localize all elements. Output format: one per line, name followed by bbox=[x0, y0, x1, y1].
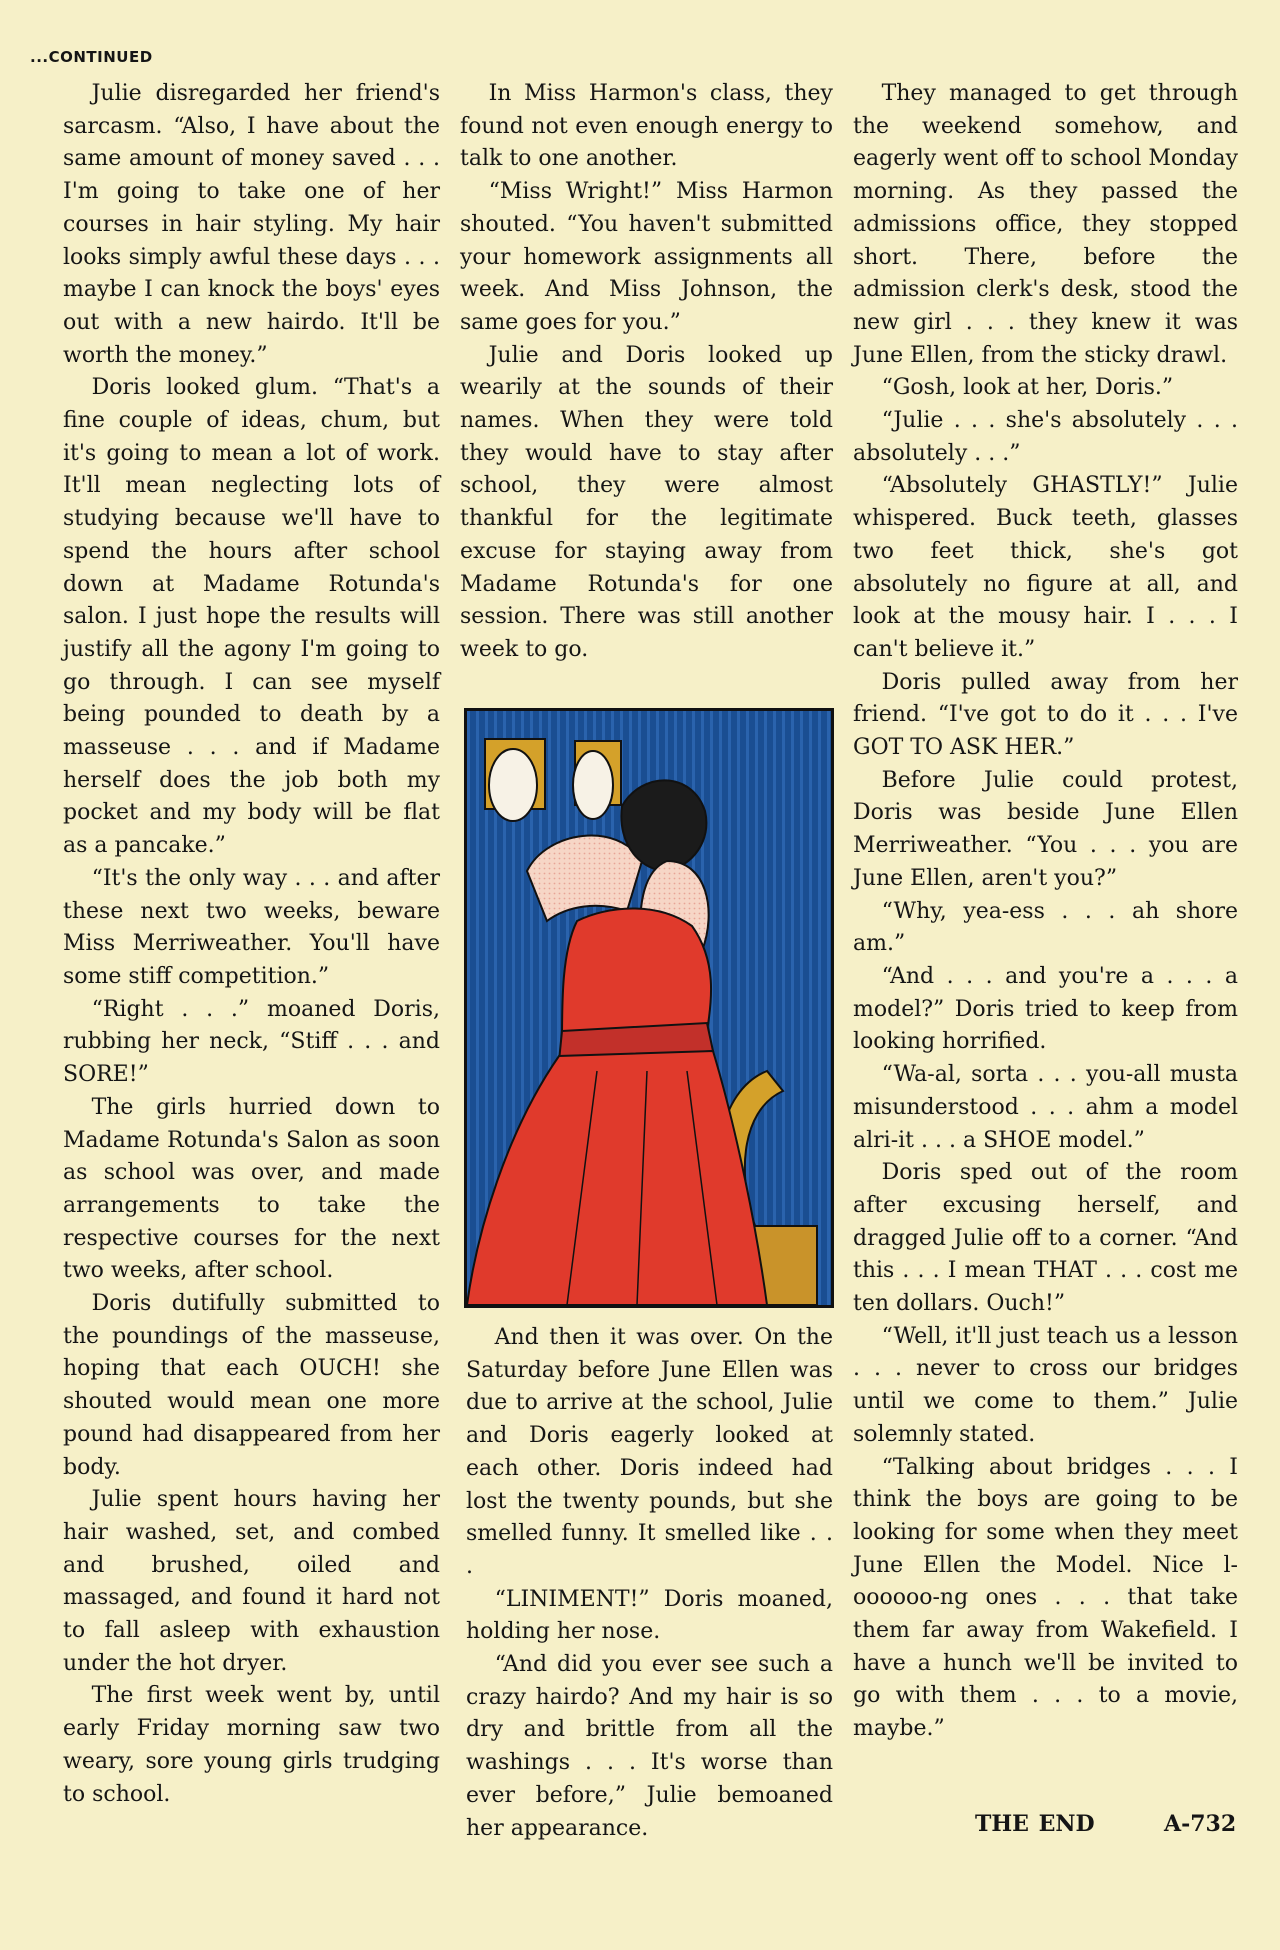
text-column-2 bbox=[460, 78, 833, 667]
text-column-2-bottom bbox=[466, 1322, 833, 1845]
paragraph: “Absolutely GHASTLY!” Julie whispered. Buck teeth, glasses two feet thick, she's got absolutely no figure at all, and look at the mousy hair. I . . . I can't believe it.” bbox=[853, 473, 1238, 662]
paragraph: “Miss Wright!” Miss Harmon shouted. “You haven't submitted your homework assignments all week. And Miss Johnson, the same goes for you.” bbox=[460, 179, 833, 335]
paragraph: “Well, it'll just teach us a lesson . . . never to cross our bridges until we come to them.” Julie solemnly stated. bbox=[853, 1323, 1238, 1447]
paragraph: “And . . . and you're a . . . a model?” Doris tried to keep from looking horrified. bbox=[853, 963, 1238, 1055]
paragraph: In Miss Harmon's class, they found not even enough energy to talk to one another. bbox=[460, 81, 833, 172]
paragraph: Julie and Doris looked up wearily at the sounds of their names. When they were told they would have to stay after school, they were almost thankful for the legitimate excuse for staying away from Madame Rotunda's for one session. There was still another week to go. bbox=[460, 342, 833, 662]
paragraph: “LINIMENT!” Doris moaned, holding her nose. bbox=[466, 1586, 833, 1645]
paragraph: Doris pulled away from her friend. “I've got to do it . . . I've GOT TO ASK HER.” bbox=[853, 669, 1238, 761]
paragraph: “Julie . . . she's absolutely . . . absolutely . . .” bbox=[853, 408, 1238, 466]
paragraph: “Gosh, look at her, Doris.” bbox=[881, 375, 1174, 401]
paragraph: The first week went by, until early Friday morning saw two weary, sore young girls trudging to school. bbox=[63, 1683, 440, 1807]
paragraph: Julie spent hours having her hair washed, set, and combed and brushed, oiled and massaged, and found it hard not to fall asleep with exhaustion under the hot dryer. bbox=[63, 1487, 440, 1676]
paragraph: The girls hurried down to Madame Rotunda's Salon as soon as school was over, and made arrangements to take the respective courses for the next two weeks, after school. bbox=[63, 1094, 440, 1284]
paragraph: Doris sped out of the room after excusing herself, and dragged Julie off to a corner. “And this . . . I mean THAT . . . cost me ten dollars. Ouch!” bbox=[853, 1160, 1238, 1317]
story-code: A-732 bbox=[1164, 1811, 1237, 1837]
continued-label: ...CONTINUED bbox=[30, 48, 153, 66]
the-end-label: THE END bbox=[975, 1811, 1095, 1837]
text-column-3 bbox=[853, 78, 1238, 1746]
wall-mirror-left bbox=[485, 739, 545, 821]
woman-at-mirror-illustration bbox=[467, 711, 831, 1305]
paragraph: Before Julie could protest, Doris was beside June Ellen Merriweather. “You . . . you are June Ellen, aren't you?” bbox=[853, 767, 1238, 891]
paragraph: “Right . . .” moaned Doris, rubbing her neck, “Stiff . . . and SORE!” bbox=[63, 996, 440, 1088]
paragraph: And then it was over. On the Saturday before June Ellen was due to arrive at the school, Julie and Doris eagerly looked at each other. Doris indeed had lost the twenty pounds, but she smelled funny. It smelled like . . . bbox=[466, 1325, 833, 1579]
paragraph: “And did you ever see such a crazy hairdo? And my hair is so dry and brittle from all the washings . . . It's worse than ever before,” Julie bemoaned her appearance. bbox=[466, 1652, 833, 1841]
paragraph: “Why, yea-ess . . . ah shore am.” bbox=[853, 898, 1238, 957]
paragraph: “It's the only way . . . and after these next two weeks, beware Miss Merriweather. You'll have some stiff competition.” bbox=[63, 865, 440, 989]
paragraph: Julie disregarded her friend's sarcasm. “Also, I have about the same amount of money saved . . . I'm going to take one of her courses in hair styling. My hair looks simply awful these days . . . maybe I can knock the boys' eyes out with a new hairdo. It'll be worth the money.” bbox=[63, 81, 440, 368]
paragraph: “Wa-al, sorta . . . you-all musta misunderstood . . . ahm a model alri-it . . . a SHOE model.” bbox=[853, 1062, 1238, 1153]
illustration-panel bbox=[464, 708, 834, 1308]
paragraph: Doris dutifully submitted to the poundings of the masseuse, hoping that each OUCH! she shouted would mean one more pound had disappeared from her body. bbox=[63, 1291, 440, 1480]
paragraph: Doris looked glum. “That's a fine couple of ideas, chum, but it's going to mean a lot of work. It'll mean neglecting lots of studying because we'll have to spend the hours after school down at Madame Rotunda's salon. I just hope the results will justify all the agony I'm going to go through. I can see myself being pounded to death by a masseuse . . . and if Madame herself does the job both my pocket and my body will be flat as a pancake.” bbox=[63, 375, 440, 859]
paragraph: “Talking about bridges . . . I think the boys are going to be looking for some when they meet June Ellen the Model. Nice l-oooooo-ng ones . . . that take them far away from Wakefield. I have a hunch we'll be invited to go with them . . . to a movie, maybe.” bbox=[853, 1454, 1238, 1742]
text-column-1 bbox=[63, 78, 440, 1811]
paragraph: They managed to get through the weekend somehow, and eagerly went off to school Monday morning. As they passed the admissions office, they stopped short. There, before the admission clerk's desk, stood the new girl . . . they knew it was June Ellen, from the sticky drawl. bbox=[853, 81, 1238, 368]
